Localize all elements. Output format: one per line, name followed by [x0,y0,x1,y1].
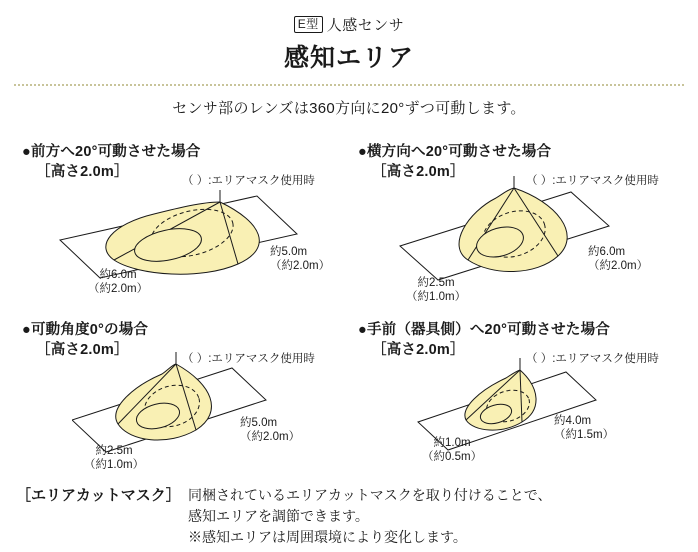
panel-back-20-dim-depth: 約1.0m （約0.5m） [422,437,483,463]
intro-text: センサ部のレンズは360方向に20°ずつ可動します。 [172,100,526,117]
panel-back-20-dim-width: 約4.0m （約1.5m） [554,415,615,441]
panel-angle-0-subtitle: ［高さ2.0m］ [36,342,129,358]
header-category-line [0,14,698,35]
panel-angle-0-mask-note: （ ）:エリアマスク使用時 [182,353,315,365]
page-title: 感知エリア [283,44,414,72]
panel-front-20-dim-width: 約6.0m （約2.0m） [88,269,149,295]
panel-side-20-title: ●横方向へ20°可動させた場合 [358,144,552,160]
panel-front-20-dim-depth: 約5.0m （約2.0m） [270,246,331,272]
page-header [0,0,698,90]
type-badge: E型 [294,16,323,33]
header-divider [14,84,684,86]
panel-back-20 [358,318,688,478]
panel-back-20-title: ●手前（器具側）へ20°可動させた場合 [358,322,610,338]
footer-body [188,485,551,548]
panel-side-20-dim-depth: 約2.5m （約1.0m） [406,277,467,303]
header-category-label: 人感センサ [326,17,405,34]
footer-line-2: 感知エリアを調節できます。 [188,508,369,524]
footer-label: ［エリアカットマスク］ [16,487,181,504]
panel-side-20-dim-width: 約6.0m （約2.0m） [588,246,649,272]
panel-front-20-mask-note: （ ）:エリアマスク使用時 [182,175,315,187]
panel-side-20-mask-note: （ ）:エリアマスク使用時 [526,175,659,187]
panel-angle-0 [22,318,352,478]
panel-angle-0-title: ●可動角度0°の場合 [22,322,149,338]
panel-front-20-title: ●前方へ20°可動させた場合 [22,144,201,160]
panel-back-20-subtitle: ［高さ2.0m］ [372,342,465,358]
footer-line-1: 同梱されているエリアカットマスクを取り付けることで、 [188,487,552,503]
panel-front-20-subtitle: ［高さ2.0m］ [36,164,129,180]
panel-back-20-mask-note: （ ）:エリアマスク使用時 [526,353,659,365]
panel-angle-0-dim-depth: 約2.5m （約1.0m） [84,445,145,471]
panel-front-20 [22,140,352,300]
panel-side-20-subtitle: ［高さ2.0m］ [372,164,465,180]
footer-line-3: ※感知エリアは周囲環境により変化します。 [188,529,467,545]
panel-side-20 [358,140,688,310]
panel-angle-0-dim-width: 約5.0m （約2.0m） [240,417,301,443]
panel-side-20-figure [396,172,676,292]
